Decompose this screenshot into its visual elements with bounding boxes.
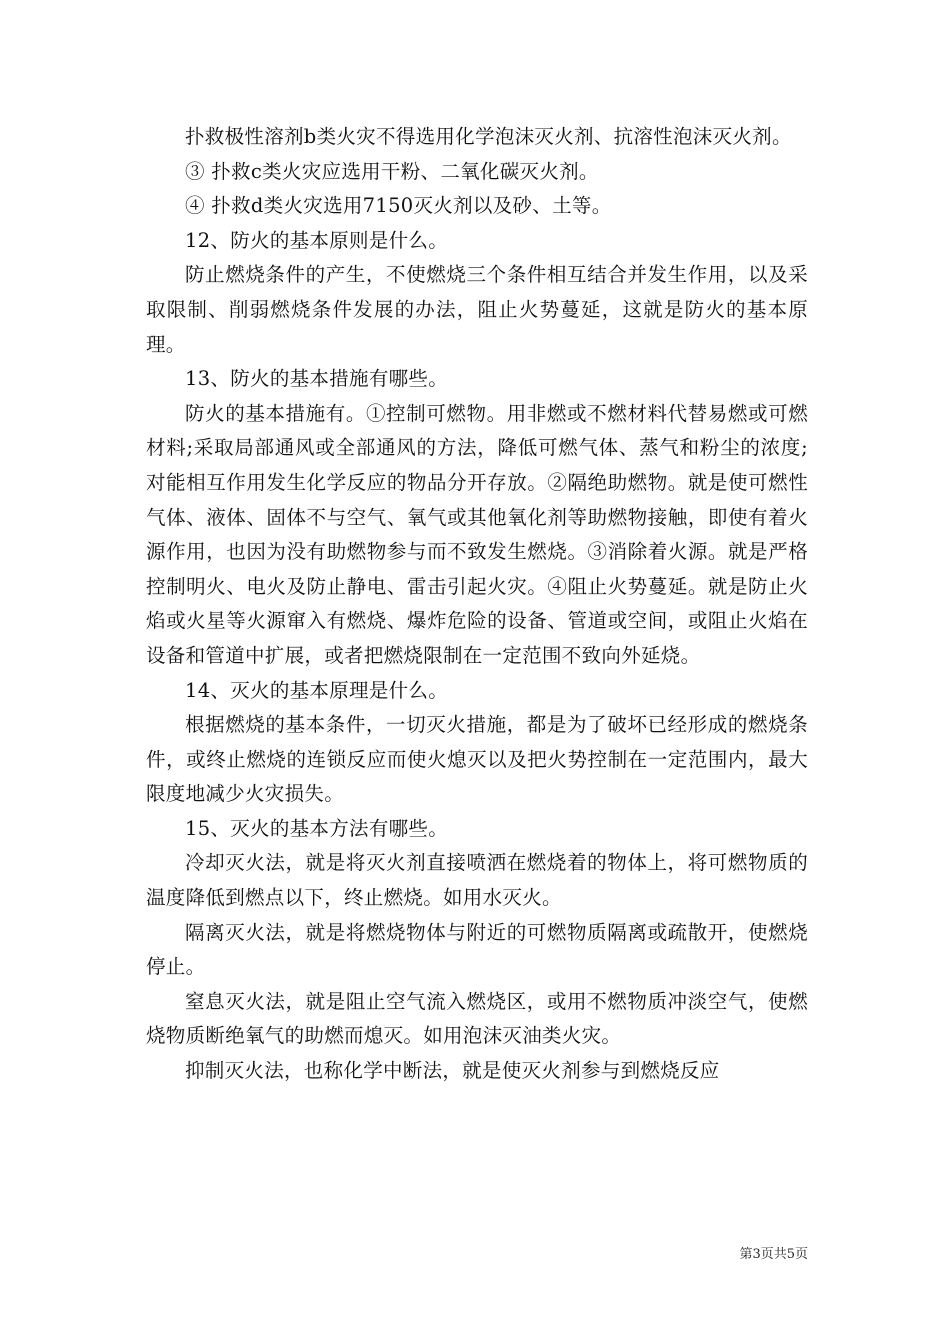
paragraph: ③ 扑救c类火灾应选用干粉、二氧化碳灭火剂。: [185, 159, 599, 183]
paragraph: 防火的基本措施有。①控制可燃物。用非燃或不燃材料代替易燃或可燃材料;采取局部通风或全部通风的方法，降低可燃气体、蒸气和粉尘的浓度;对能相互作用发生化学反应的物品分开存放。②隔绝助燃物。就是使可燃性气体、液体、固体不与空气、氧气或其他氧化剂等助燃物接触，即使有着火源作用，也因为没有助燃物参与而不致发生燃烧。③消除着火源。就是严格控制明火、电火及防止静电、雷击引起火灾。④阻止火势蔓延。就是防止火焰或火星等火源窜入有燃烧、爆炸危险的设备、管道或空间，或阻止火焰在设备和管道中扩展，或者把燃烧限制在一定范围不致向外延烧。: [146, 401, 808, 667]
paragraph: 冷却灭火法，就是将灭火剂直接喷洒在燃烧着的物体上，将可燃物质的温度降低到燃点以下，终止燃烧。如用水灭火。: [146, 851, 808, 910]
paragraph: 隔离灭火法，就是将燃烧物体与附近的可燃物质隔离或疏散开，使燃烧停止。: [146, 920, 808, 979]
paragraph: 防止燃烧条件的产生，不使燃烧三个条件相互结合并发生作用，以及采取限制、削弱燃烧条件发展的办法，阻止火势蔓延，这就是防火的基本原理。: [146, 263, 808, 356]
section-heading: 12、防火的基本原则是什么。: [185, 228, 449, 252]
document-body: [146, 120, 808, 1089]
page-number: 第3页共5页: [739, 1247, 808, 1262]
paragraph: 扑救极性溶剂b类火灾不得选用化学泡沫灭火剂、抗溶性泡沫灭火剂。: [185, 125, 792, 148]
section-heading: 15、灭火的基本方法有哪些。: [185, 816, 449, 840]
section-heading: 13、防火的基本措施有哪些。: [185, 367, 449, 391]
paragraph: 根据燃烧的基本条件，一切灭火措施，都是为了破坏已经形成的燃烧条件，或终止燃烧的连锁反应而使火熄灭以及把火势控制在一定范围内，最大限度地减少火灾损失。: [146, 713, 808, 806]
section-heading: 14、灭火的基本原理是什么。: [185, 678, 449, 702]
paragraph: 抑制灭火法，也称化学中断法，就是使灭火剂参与到燃烧反应: [185, 1059, 720, 1083]
paragraph: 窒息灭火法，就是阻止空气流入燃烧区，或用不燃物质冲淡空气，使燃烧物质断绝氧气的助燃而熄灭。如用泡沫灭油类火灾。: [146, 989, 808, 1048]
paragraph: ④ 扑救d类火灾选用7150灭火剂以及砂、土等。: [185, 194, 612, 218]
